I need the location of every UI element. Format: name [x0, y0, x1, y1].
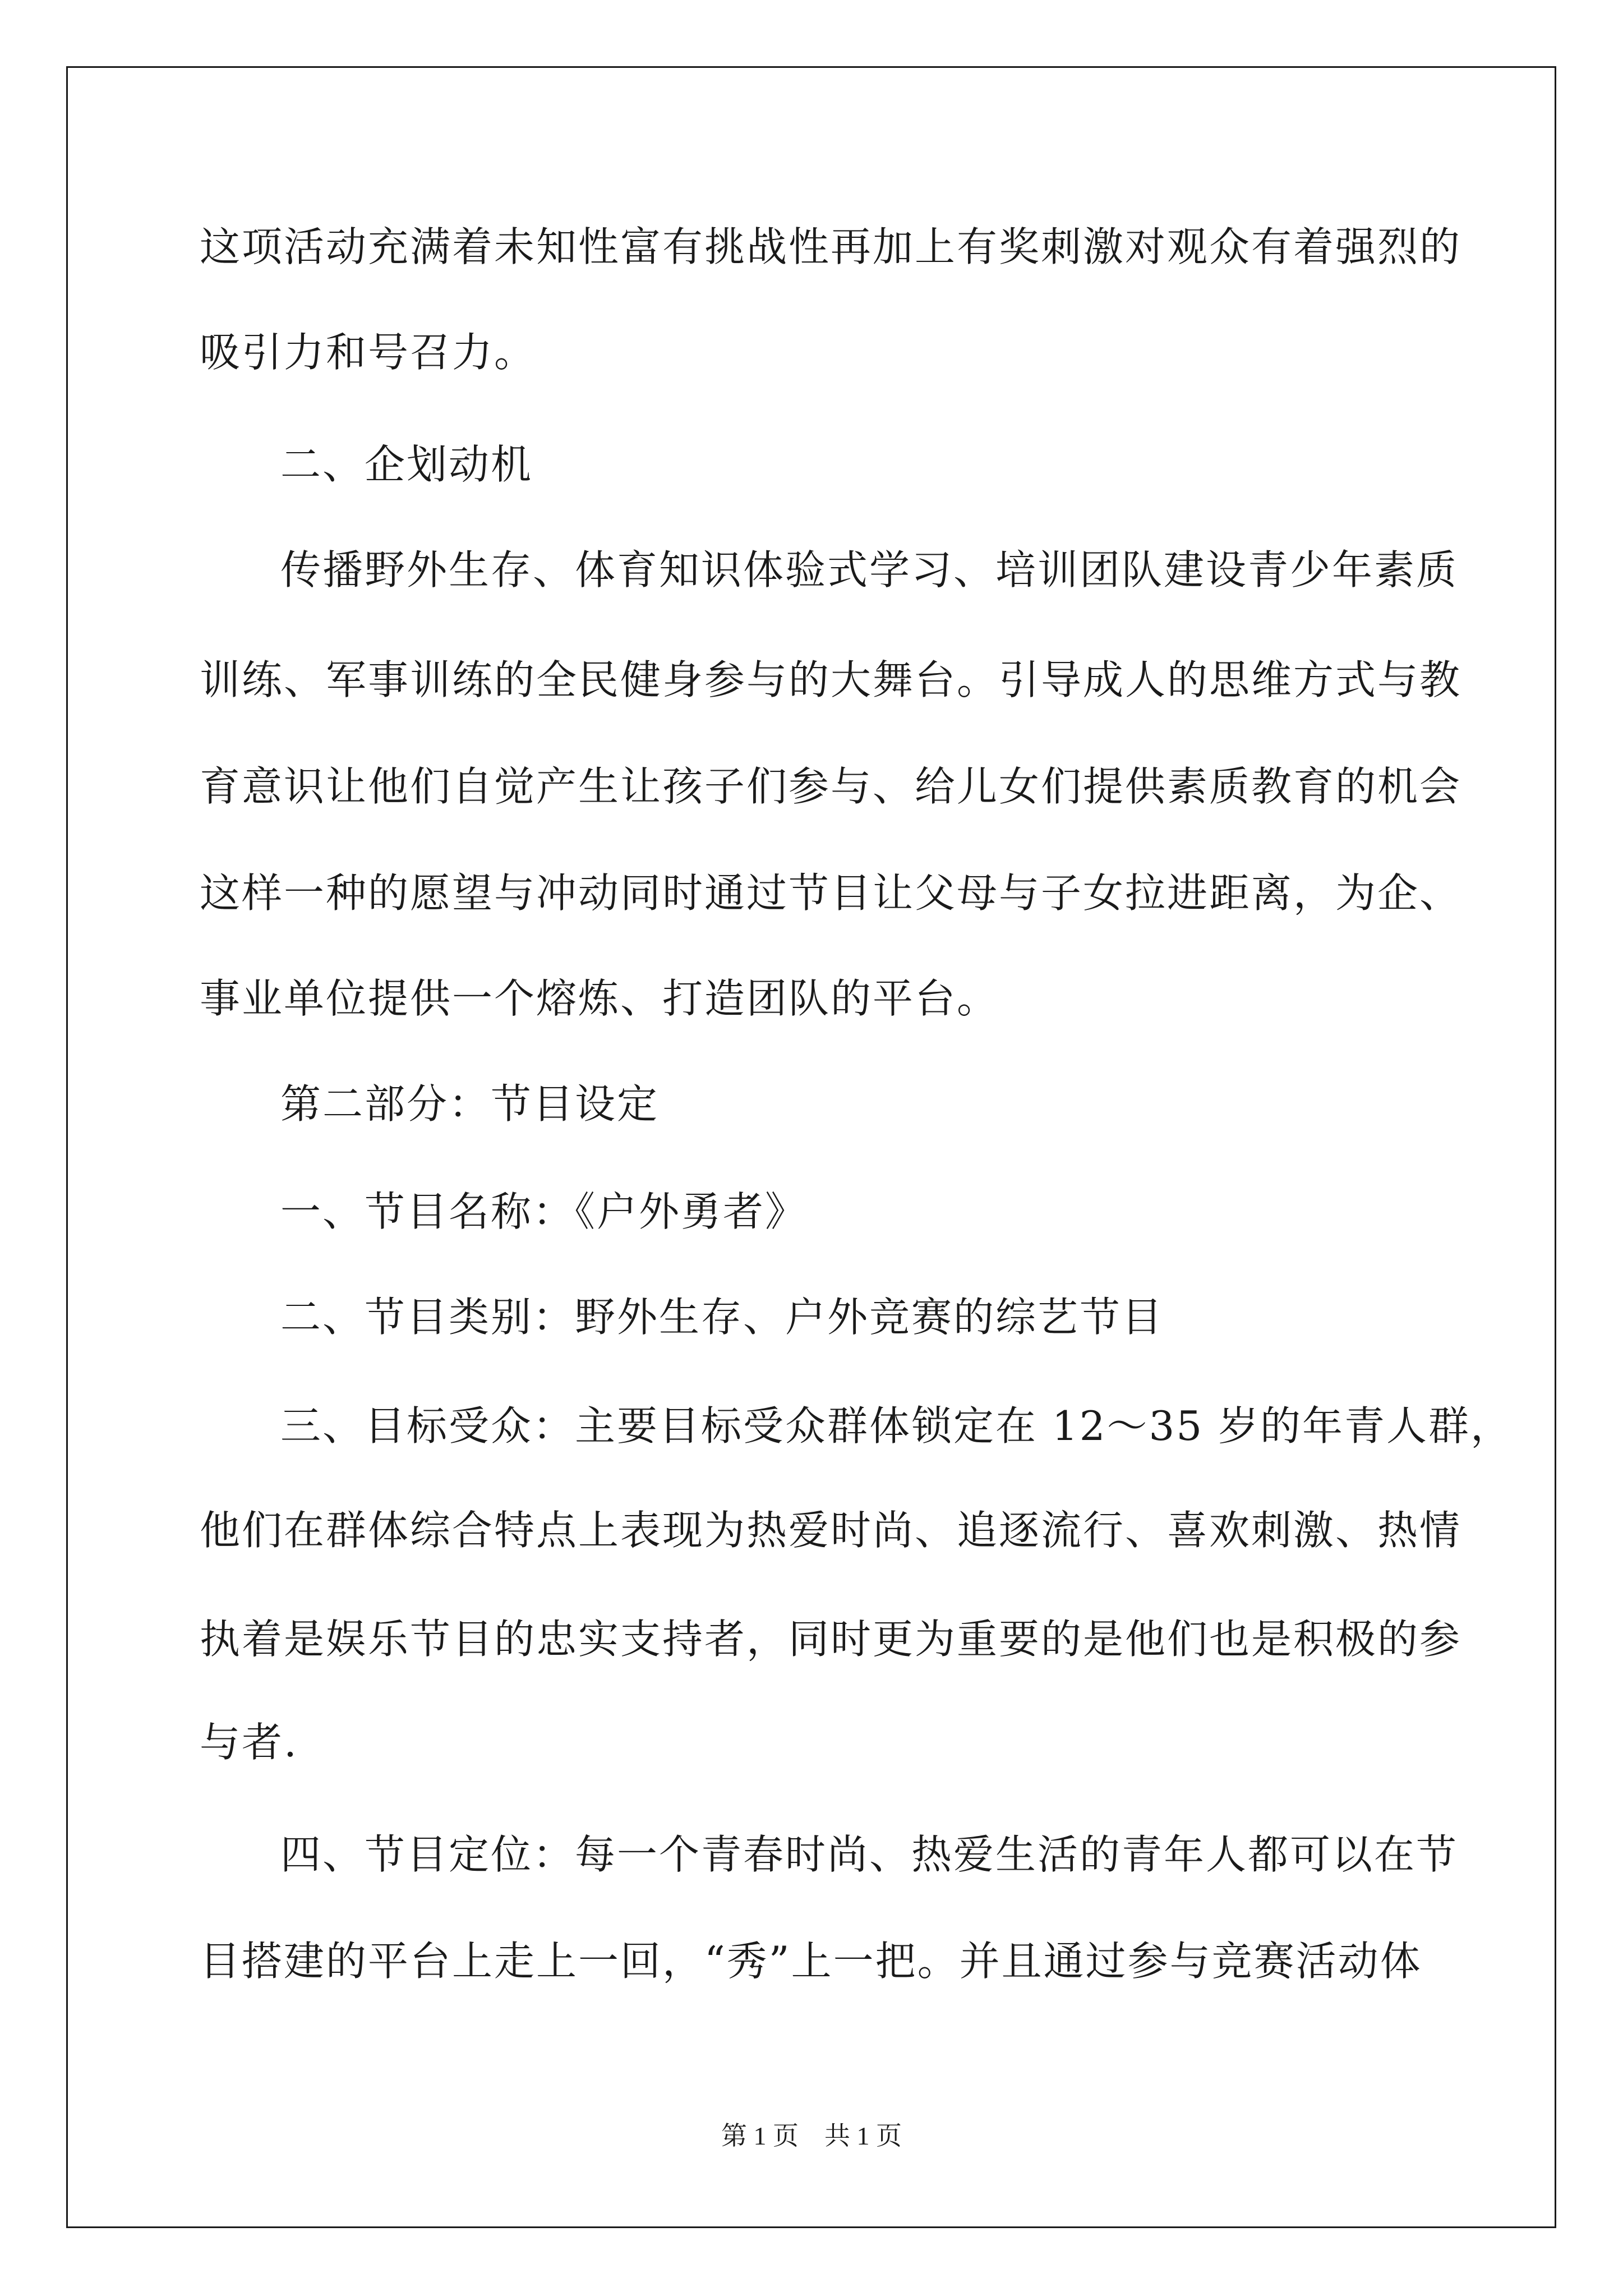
text-line-1: 这项活动充满着未知性富有挑战性再加上有奖刺激对观众有着强烈的	[200, 223, 1462, 270]
target-audience-line: 三、目标受众：主要目标受众群体锁定在 12～35 岁的年青人群，	[280, 1402, 1513, 1450]
page-border	[66, 66, 1556, 2228]
text-line-5: 训练、军事训练的全民健身参与的大舞台。引导成人的思维方式与教	[200, 656, 1462, 703]
text-line-14: 执着是娱乐节目的忠实支持者，同时更为重要的是他们也是积极的参	[200, 1616, 1462, 1663]
text-line-4: 传播野外生存、体育知识体验式学习、培训团队建设青少年素质	[280, 546, 1459, 593]
text-line-2: 吸引力和号召力。	[200, 329, 537, 376]
program-category-line: 二、节目类别：野外生存、户外竞赛的综艺节目	[280, 1294, 1164, 1341]
text-line-7: 这样一种的愿望与冲动同时通过节目让父母与子女拉进距离，为企、	[200, 869, 1462, 917]
page-number-footer: 第 1 页 共 1 页	[721, 2122, 902, 2150]
text-line-6: 育意识让他们自觉产生让孩子们参与、给儿女们提供素质教育的机会	[200, 763, 1462, 810]
text-line-13: 他们在群体综合特点上表现为热爱时尚、追逐流行、喜欢刺激、热情	[200, 1507, 1462, 1554]
program-positioning-line: 四、节目定位：每一个青春时尚、热爱生活的青年人都可以在节	[280, 1831, 1459, 1878]
program-name-line: 一、节目名称：《户外勇者》	[280, 1188, 808, 1235]
text-line-15: 与者.	[200, 1719, 298, 1766]
section-heading-part-two: 第二部分：节目设定	[280, 1080, 660, 1128]
section-heading-planning-motive: 二、企划动机	[280, 441, 533, 488]
text-line-8: 事业单位提供一个熔炼、打造团队的平台。	[200, 975, 999, 1022]
text-line-17: 目搭建的平台上走上一回，“秀”上一把。并且通过参与竞赛活动体	[200, 1938, 1422, 1985]
